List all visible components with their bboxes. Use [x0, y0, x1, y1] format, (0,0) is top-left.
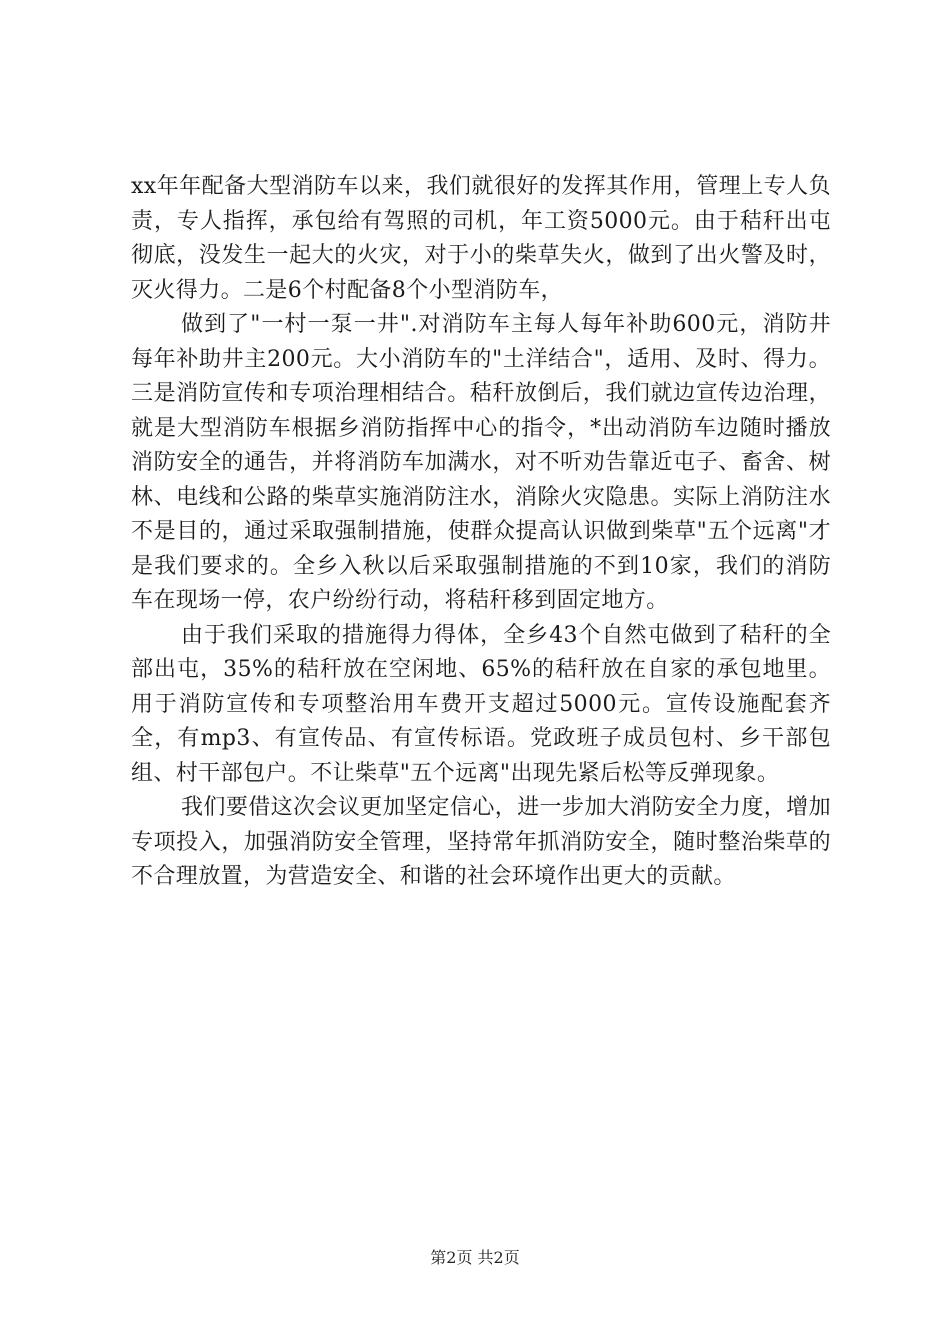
paragraph: 做到了"一村一泵一井".对消防车主每人每年补助600元，消防井每年补助井主200元。大小消防车的"土洋结合"，适用、及时、得力。三是消防宣传和专项治理相结合。秸秆放倒后，我们就边宣传边治理，就是大型消防车根据乡消防指挥中心的指令，*出动消防车边随时播放消防安全的通告，并将消防车加满水，对不听劝告靠近屯子、畜舍、树林、电线和公路的柴草实施消防注水，消除火灾隐患。实际上消防注水不是目的，通过采取强制措施，使群众提高认识做到柴草"五个远离"才是我们要求的。全乡入秋以后采取强制措施的不到10家，我们的消防车在现场一停，农户纷纷行动，将秸秆移到固定地方。	[131, 312, 831, 613]
paragraph: 我们要借这次会议更加坚定信心，进一步加大消防安全力度，增加专项投入，加强消防安全管理，坚持常年抓消防安全，随时整治柴草的不合理放置，为营造安全、和谐的社会环境作出更大的贡献。	[131, 795, 831, 889]
paragraph: 由于我们采取的措施得力得体，全乡43个自然屯做到了秸秆的全部出屯，35%的秸秆放在空闲地、65%的秸秆放在自家的承包地里。用于消防宣传和专项整治用车费开支超过5000元。宣传设施配套齐全，有mp3、有宣传品、有宣传标语。党政班子成员包村、乡干部包组、村干部包户。不让柴草"五个远离"出现先紧后松等反弹现象。	[131, 622, 831, 786]
paragraph: xx年年配备大型消防车以来，我们就很好的发挥其作用，管理上专人负责，专人指挥，承包给有驾照的司机，年工资5000元。由于秸秆出屯彻底，没发生一起大的火灾，对于小的柴草失火，做到了出火警及时，灭火得力。二是6个村配备8个小型消防车，	[131, 174, 831, 303]
document-body	[131, 170, 831, 895]
page-number-footer: 第2页 共2页	[430, 1248, 520, 1267]
